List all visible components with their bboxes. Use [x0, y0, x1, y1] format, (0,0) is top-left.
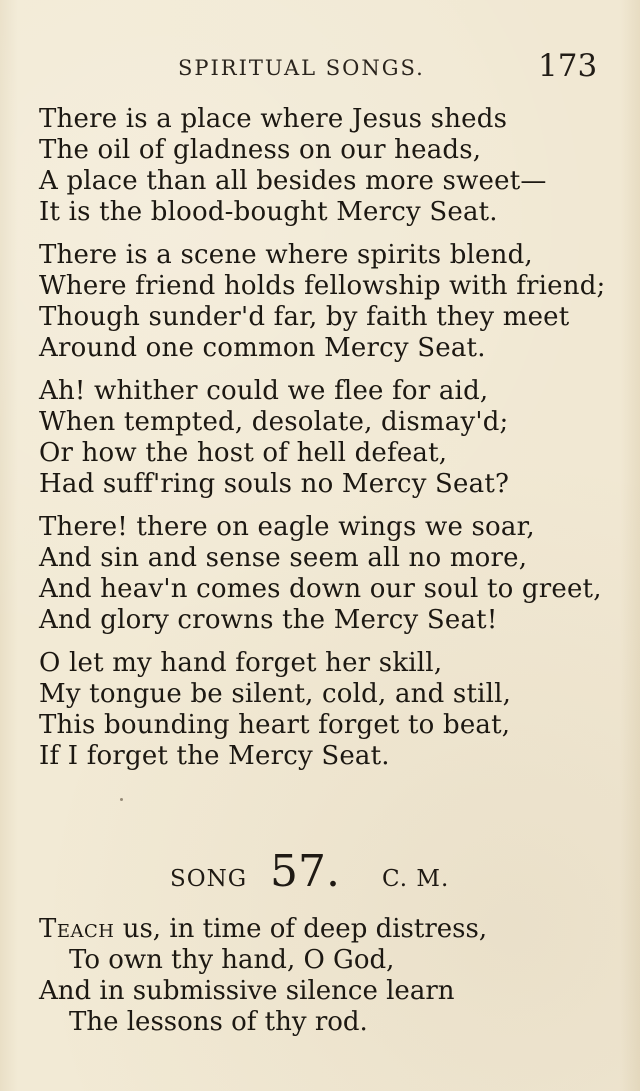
stanza-line: And heav'n comes down our soul to greet, [39, 574, 602, 604]
stanza-line: There is a place where Jesus sheds [39, 104, 508, 134]
song-meter: C. M. [382, 866, 450, 892]
song-first-word: Teach [39, 914, 115, 944]
song-line: The lessons of thy rod. [69, 1007, 368, 1037]
stanza-line: A place than all besides more sweet— [39, 166, 547, 196]
stanza-line: Had suff'ring souls no Mercy Seat? [39, 469, 510, 499]
stanza-line: Or how the host of hell defeat, [39, 438, 448, 468]
stanza-line: The oil of gladness on our heads, [39, 135, 482, 165]
song-first-line-rest: us, in time of deep distress, [114, 914, 488, 944]
hymn-text [39, 104, 604, 784]
stanza-line: If I forget the Mercy Seat. [39, 741, 390, 771]
song-label: SONG [170, 866, 248, 892]
stanza-5 [39, 648, 604, 772]
stanza-1 [39, 104, 604, 228]
stanza-3 [39, 376, 604, 500]
stanza-line: There! there on eagle wings we soar, [39, 512, 535, 542]
song-number: 57. [270, 846, 340, 897]
song-line [39, 914, 604, 945]
stanza-line: O let my hand forget her skill, [39, 648, 443, 678]
page-number: 173 [538, 48, 598, 84]
stanza-line: This bounding heart forget to beat, [39, 710, 511, 740]
stanza-line: Ah! whither could we flee for aid, [39, 376, 489, 406]
stanza-line: And sin and sense seem all no more, [39, 543, 528, 573]
stanza-line: When tempted, desolate, dismay'd; [39, 407, 509, 437]
stanza-line: And glory crowns the Mercy Seat! [39, 605, 498, 635]
paper-speck [120, 798, 123, 801]
stanza-line: My tongue be silent, cold, and still, [39, 679, 512, 709]
page-header [0, 50, 640, 86]
stanza-line: Around one common Mercy Seat. [39, 333, 486, 363]
song-line: And in submissive silence learn [39, 976, 455, 1006]
song-line: To own thy hand, O God, [69, 945, 395, 975]
stanza-line: Where friend holds fellowship with friend; [39, 271, 606, 301]
stanza-line: It is the blood-bought Mercy Seat. [39, 197, 498, 227]
song-heading [0, 846, 640, 900]
running-title: SPIRITUAL SONGS. [178, 56, 425, 80]
song-57-text [39, 914, 604, 1038]
stanza-2 [39, 240, 604, 364]
stanza-line: There is a scene where spirits blend, [39, 240, 533, 270]
stanza-4 [39, 512, 604, 636]
stanza-line: Though sunder'd far, by faith they meet [39, 302, 570, 332]
